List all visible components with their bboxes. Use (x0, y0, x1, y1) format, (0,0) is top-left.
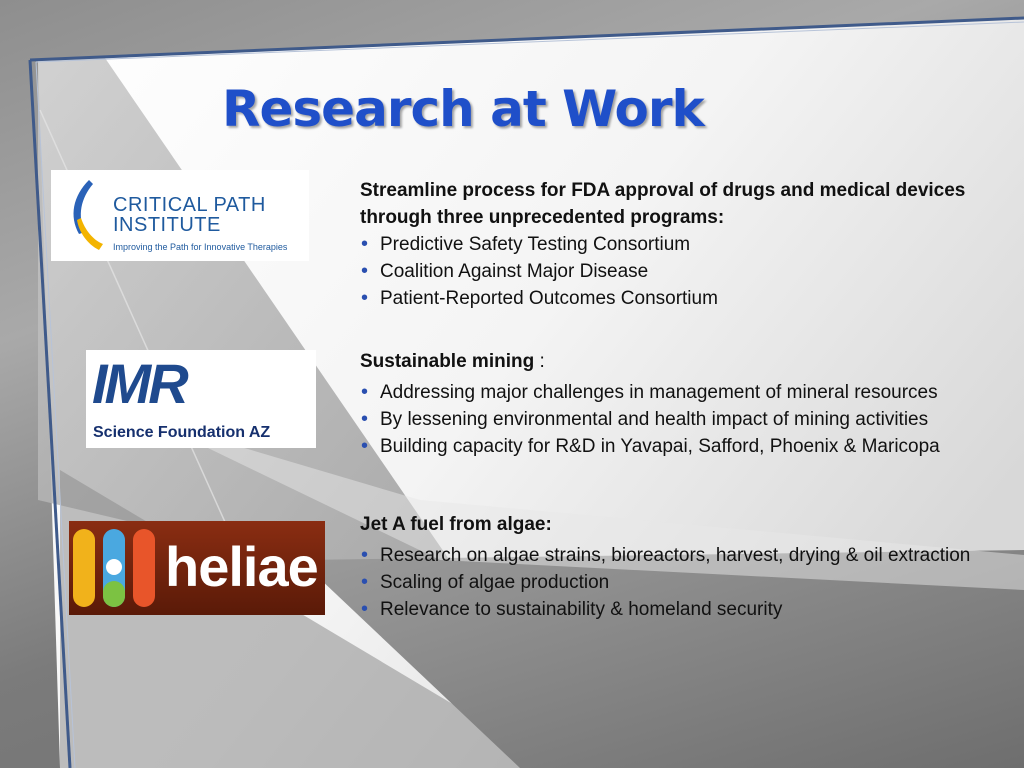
section-sustainable-mining (360, 348, 1024, 460)
list-item: • By lessening environmental and health impact of mining activities (360, 406, 1024, 433)
list-item: • Research on algae strains, bioreactors, harvest, drying & oil extraction (360, 542, 1024, 569)
section-fda-approval (360, 177, 1024, 312)
cpi-swoosh-icon (59, 170, 109, 261)
section-jet-fuel-algae (360, 511, 1024, 623)
list-item: • Relevance to sustainability & homeland security (360, 596, 1024, 623)
imr-tagline: Science Foundation AZ (93, 424, 271, 441)
bullet-list (360, 379, 1024, 460)
slide-title: Research at Work (222, 80, 704, 138)
bullet-list (360, 231, 1024, 312)
imr-science-foundation-logo (86, 350, 316, 448)
heliae-bars-icon (69, 521, 165, 615)
list-item: • Patient-Reported Outcomes Consortium (360, 285, 1024, 312)
heading-suffix: : (534, 351, 545, 372)
section-heading: Jet A fuel from algae: (360, 514, 552, 535)
heliae-logo (69, 521, 325, 615)
list-item: • Coalition Against Major Disease (360, 258, 1024, 285)
bullet-list (360, 542, 1024, 623)
section-heading: Streamline process for FDA approval of drugs and medical devices through three unprecedented programs: (360, 180, 966, 228)
cpi-name-line2: INSTITUTE (113, 214, 221, 236)
cpi-tagline: Improving the Path for Innovative Therapies (113, 242, 288, 252)
heliae-wordmark: heliae (165, 535, 318, 598)
critical-path-institute-logo (51, 170, 309, 261)
list-item: • Building capacity for R&D in Yavapai, Safford, Phoenix & Maricopa (360, 433, 1024, 460)
list-item: • Scaling of algae production (360, 569, 1024, 596)
list-item: • Addressing major challenges in management of mineral resources (360, 379, 1024, 406)
section-heading: Sustainable mining : (360, 351, 545, 372)
list-item: • Predictive Safety Testing Consortium (360, 231, 1024, 258)
cpi-name-line1: CRITICAL PATH (113, 194, 266, 216)
imr-wordmark: IMR (92, 352, 186, 415)
